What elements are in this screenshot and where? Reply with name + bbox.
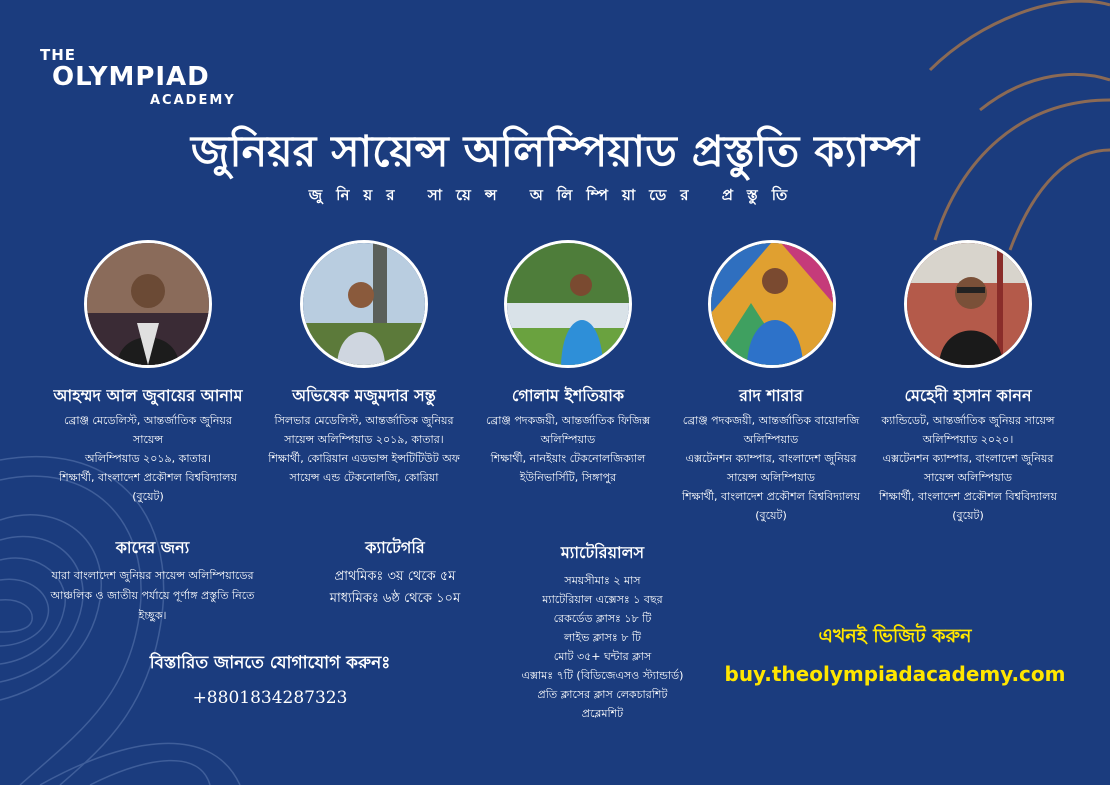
mentor-name: গোলাম ইশতিয়াক: [511, 386, 625, 405]
materials-section: [495, 540, 710, 723]
mentor-1: [50, 385, 246, 506]
page-title: জুনিয়র সায়েন্স অলিম্পিয়াড প্রস্তুতি ক্যাম্প: [190, 127, 920, 177]
mentor-name: আহম্মদ আল জুবায়ের আনাম: [53, 386, 243, 405]
desc-line: (বুয়েট): [755, 509, 787, 522]
category-text: [295, 566, 495, 610]
desc-line: শিক্ষার্থী, বাংলাদেশ প্রকৌশল বিশ্ববিদ্যালয়: [59, 471, 237, 484]
contact-label: বিস্তারিত জানতে যোগাযোগ করুনঃ: [149, 653, 391, 673]
contact-section: [110, 650, 430, 708]
audience-line: আঞ্চলিক ও জাতীয় পর্যায়ে পূর্ণাঙ্গ প্রস্তুতি নিতে: [50, 589, 255, 602]
desc-line: ব্রোঞ্জ পদকজয়ী, আন্তর্জাতিক ফিজিক্স: [485, 414, 651, 427]
desc-line: ইউনিভার্সিটি, সিঙ্গাপুর: [519, 471, 617, 484]
materials-line: লাইভ ক্লাসঃ ৮ টি: [563, 631, 641, 644]
mentor-desc: [470, 411, 666, 487]
visit-url-link[interactable]: buy.theolympiadacademy.com: [724, 662, 1066, 686]
mentor-photo-3: [504, 240, 632, 368]
mentor-3: [470, 385, 666, 487]
mentor-photo-4: [708, 240, 836, 368]
desc-line: সায়েন্স অলিম্পিয়াড: [923, 471, 1013, 484]
category-line: প্রাথমিকঃ ৩য় থেকে ৫ম: [334, 569, 456, 584]
desc-line: সায়েন্স অলিম্পিয়াড: [726, 471, 816, 484]
materials-line: প্রতি ক্লাসের ক্লাস লেকচারশিট: [537, 688, 668, 701]
desc-line: অলিম্পিয়াড ২০১৯, কাতার।: [85, 452, 211, 465]
materials-heading: ম্যাটেরিয়ালস: [560, 543, 645, 562]
mentor-photo-2: [300, 240, 428, 368]
visit-cta: এখনই ভিজিট করুন: [818, 625, 972, 647]
mentor-photo-5: [904, 240, 1032, 368]
category-line: মাধ্যমিকঃ ৬ষ্ঠ থেকে ১০ম: [329, 591, 461, 606]
desc-line: শিক্ষার্থী, বাংলাদেশ প্রকৌশল বিশ্ববিদ্যালয়: [879, 490, 1057, 503]
audience-heading: কাদের জন্য: [115, 538, 190, 557]
audience-text: [40, 566, 265, 626]
desc-line: শিক্ষার্থী, কোরিয়ান এডভান্স ইন্সটিটিউট অফ: [268, 452, 460, 465]
mentor-desc: [50, 411, 246, 506]
mentor-4: [673, 385, 869, 525]
visit-section: [715, 622, 1075, 686]
mentor-2: [263, 385, 465, 487]
mentor-5: [870, 385, 1066, 525]
mentor-photo-1: [84, 240, 212, 368]
desc-line: এক্সটেনশন ক্যাম্পার, বাংলাদেশ জুনিয়র: [685, 452, 857, 465]
desc-line: অলিম্পিয়াড: [540, 433, 596, 446]
materials-line: রেকর্ডেড ক্লাসঃ ১৮ টি: [553, 612, 652, 625]
desc-line: অলিম্পিয়াড: [743, 433, 799, 446]
logo-academy: ACADEMY: [150, 93, 236, 108]
logo-the: THE: [40, 46, 77, 64]
desc-line: ব্রোঞ্জ মেডেলিস্ট, আন্তর্জাতিক জুনিয়র সায়েন্স: [64, 414, 232, 446]
mentor-name: অভিষেক মজুমদার সন্তু: [292, 386, 436, 405]
category-heading: ক্যাটেগরি: [365, 538, 425, 557]
mentor-name: মেহেদী হাসান কানন: [904, 386, 1032, 405]
brand-logo: [40, 46, 260, 112]
contact-phone[interactable]: +8801834287323: [192, 688, 348, 708]
desc-line: সায়েন্স অলিম্পিয়াড ২০১৯, কাতার।: [284, 433, 444, 446]
desc-line: এক্সটেনশন ক্যাম্পার, বাংলাদেশ জুনিয়র: [882, 452, 1054, 465]
mentor-desc: [870, 411, 1066, 525]
desc-line: (বুয়েট): [132, 490, 164, 503]
desc-line: সিলভার মেডেলিস্ট, আন্তর্জাতিক জুনিয়র: [274, 414, 454, 427]
materials-line: এক্সামঃ ৭টি (বিডিজেএসও স্ট্যান্ডার্ড): [521, 669, 684, 682]
mentor-desc: [673, 411, 869, 525]
logo-name: OLYMPIAD: [52, 62, 210, 92]
materials-line: ম্যাটেরিয়াল এক্সেসঃ ১ বছর: [542, 593, 663, 606]
audience-section: [40, 535, 265, 626]
materials-line: প্রব্লেমশিট: [581, 707, 624, 720]
desc-line: ক্যান্ডিডেট, আন্তর্জাতিক জুনিয়র সায়েন্স: [881, 414, 1055, 427]
desc-line: শিক্ষার্থী, বাংলাদেশ প্রকৌশল বিশ্ববিদ্যালয়: [682, 490, 860, 503]
desc-line: অলিম্পিয়াড ২০২০।: [922, 433, 1014, 446]
materials-line: সময়সীমাঃ ২ মাস: [564, 574, 641, 587]
materials-line: মোট ৩৫+ ঘন্টার ক্লাস: [553, 650, 652, 663]
category-section: [295, 535, 495, 610]
desc-line: ব্রোঞ্জ পদকজয়ী, আন্তর্জাতিক বায়োলজি: [682, 414, 860, 427]
desc-line: (বুয়েট): [952, 509, 984, 522]
desc-line: শিক্ষার্থী, নানইয়াং টেকনোলজিক্যাল: [490, 452, 646, 465]
audience-line: যারা বাংলাদেশ জুনিয়র সায়েন্স অলিম্পিয়াডের: [51, 569, 254, 582]
audience-line: ইচ্ছুক।: [138, 609, 167, 622]
page-subtitle: জুনিয়র সায়েন্স অলিম্পিয়াডের প্রস্তুতি: [308, 186, 802, 204]
mentor-desc: [263, 411, 465, 487]
desc-line: সায়েন্স এন্ড টেকনোলজি, কোরিয়া: [289, 471, 439, 484]
mentor-name: রাদ শারার: [739, 386, 803, 405]
